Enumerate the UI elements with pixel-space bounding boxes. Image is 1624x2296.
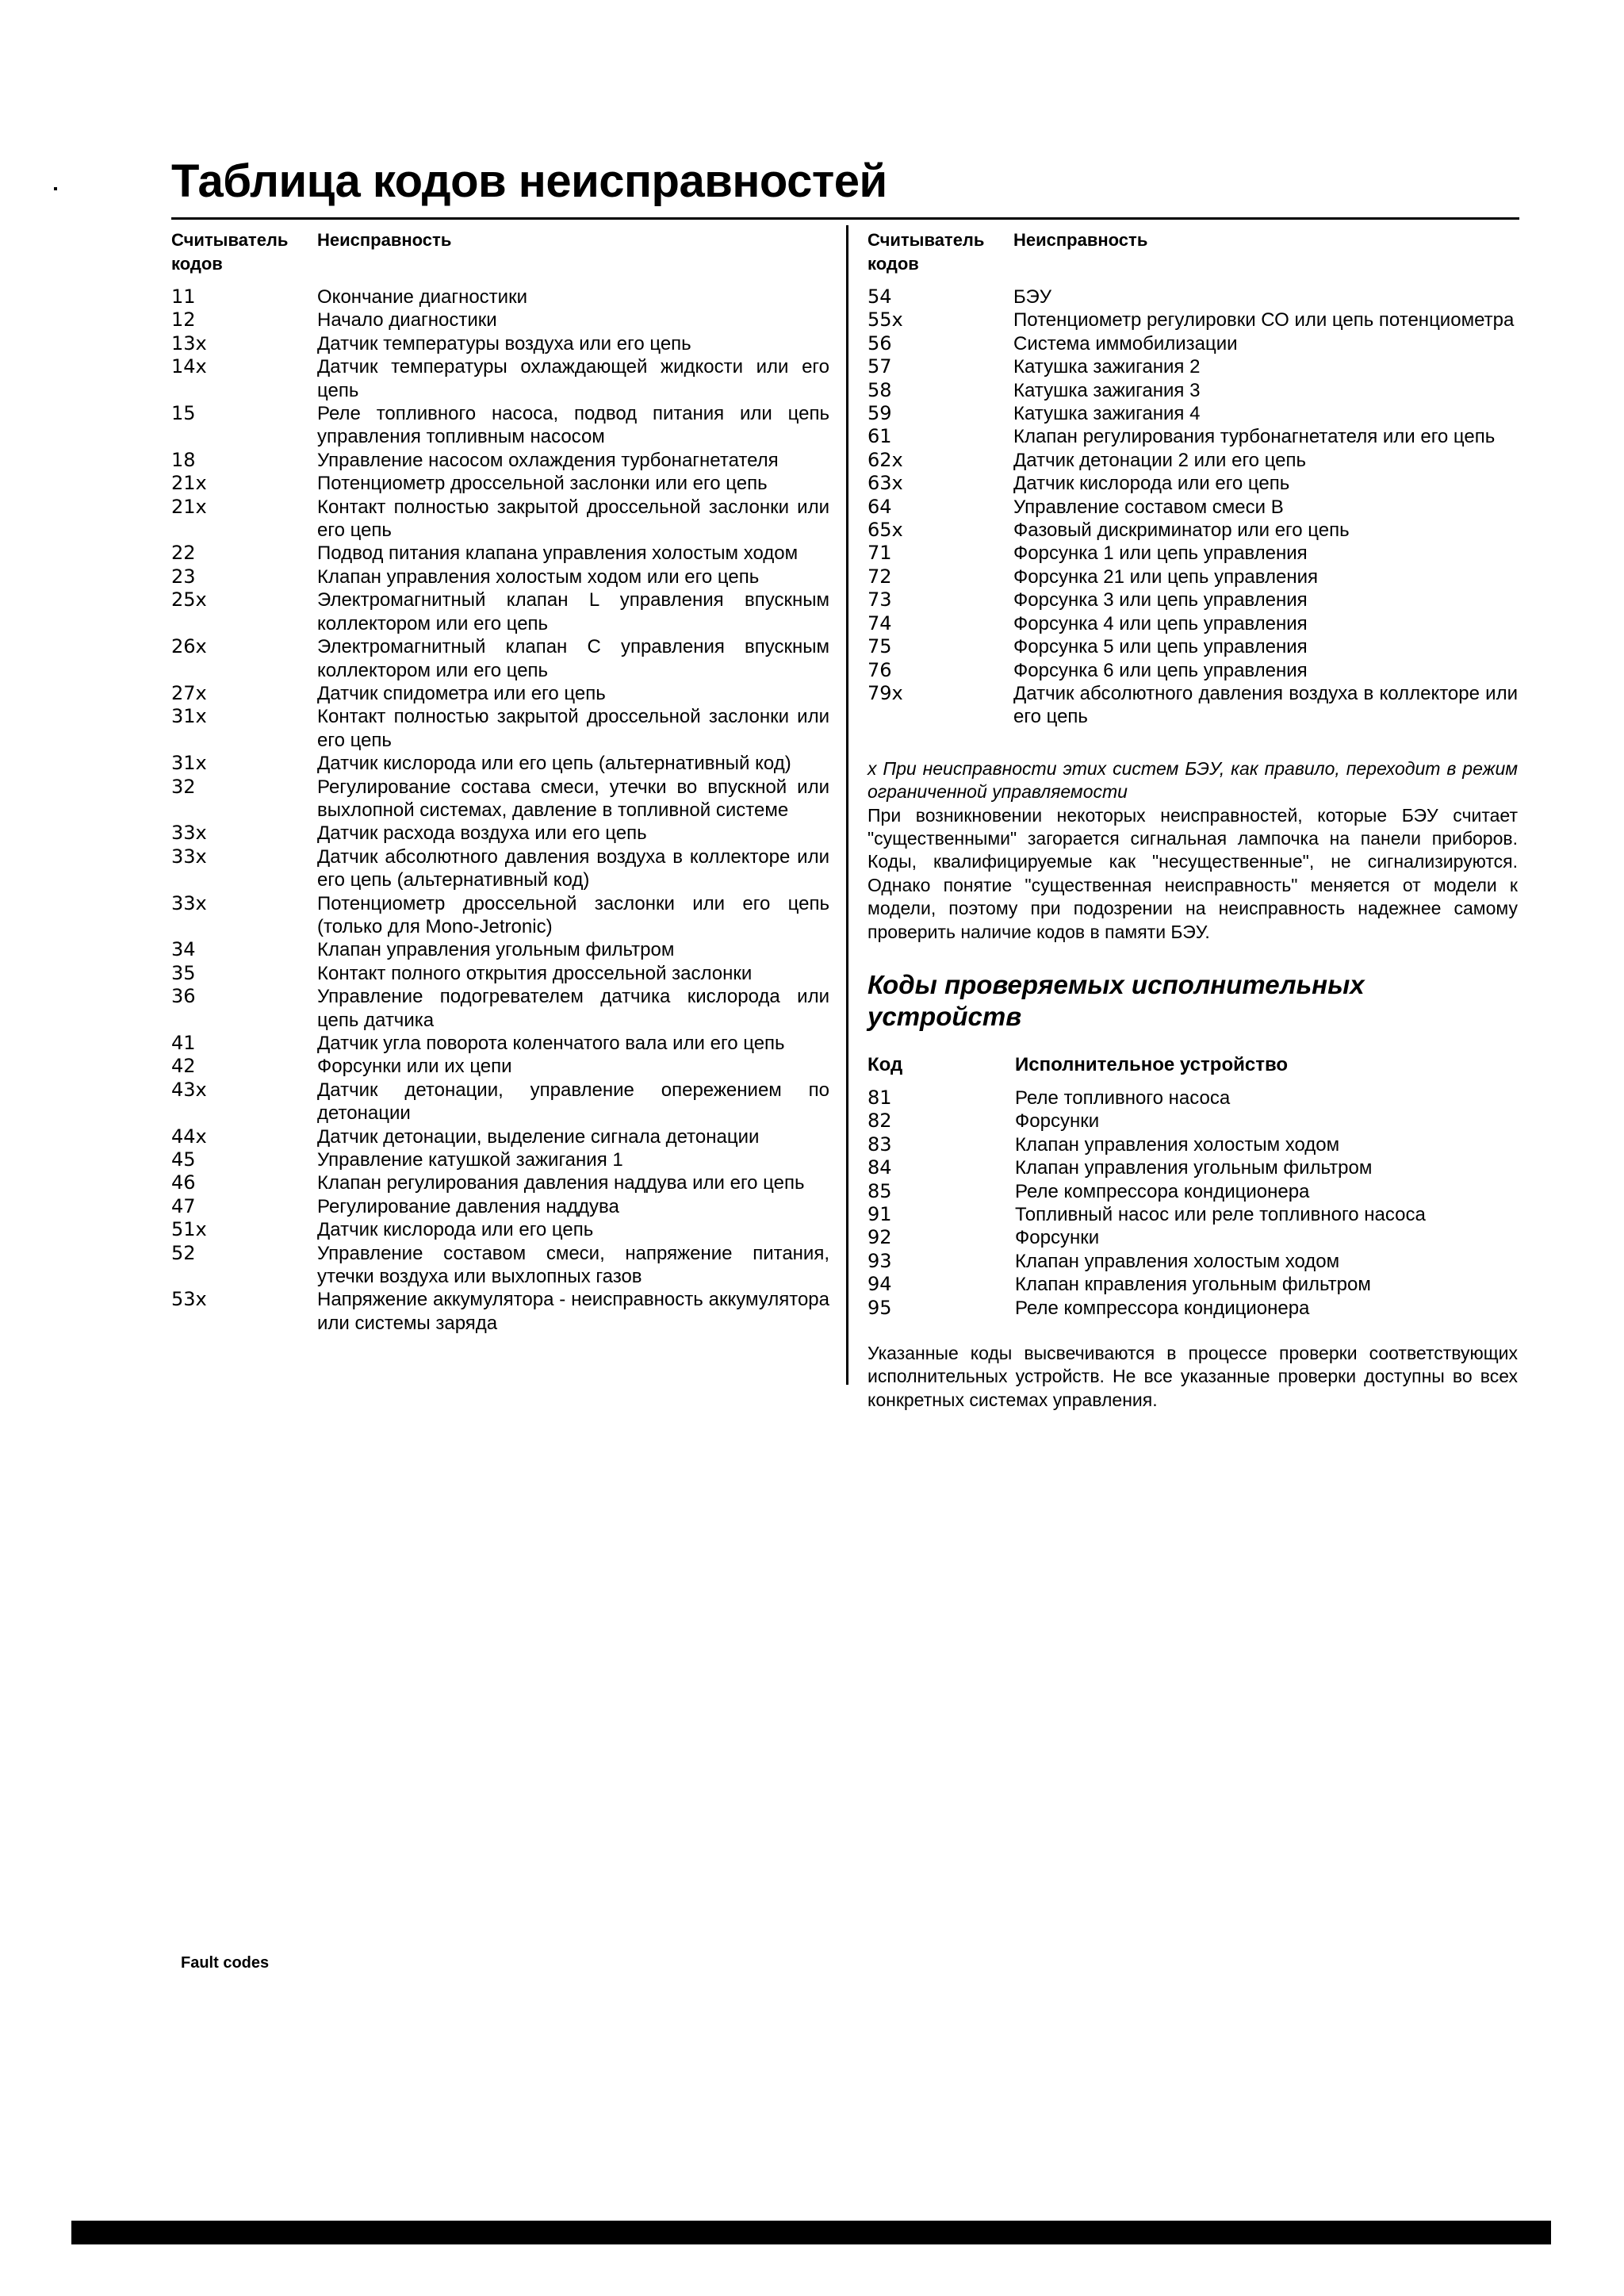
fault-description: Клапан управления холостым ходом или его цепь xyxy=(317,565,760,588)
fault-description: Управление составом смеси, напряжение питания, утечки воздуха или выхлопных газов xyxy=(317,1242,829,1288)
table-row xyxy=(868,309,1518,332)
fault-code: 51x xyxy=(171,1218,207,1241)
header-code-reader: Считыватель кодов xyxy=(171,230,289,274)
table-row xyxy=(171,1148,829,1171)
fault-code: 21x xyxy=(171,472,207,495)
right-fault-list xyxy=(868,286,1518,729)
table-row xyxy=(868,379,1518,402)
table-row xyxy=(868,1180,1518,1203)
fault-description: Регулирование состава смеси, утечки во впускной или выхлопной системах, давление в топливной системе xyxy=(317,776,829,821)
table-row xyxy=(171,472,829,495)
fault-description: Катушка зажигания 3 xyxy=(1013,379,1201,401)
table-row xyxy=(171,355,829,402)
fault-description: Датчик кислорода или его цепь (альтернативный код) xyxy=(317,753,791,775)
fault-code: 31x xyxy=(171,752,207,775)
fault-description: Датчик спидометра или его цепь xyxy=(317,682,606,704)
fault-description: Датчик детонации, выделение сигнала детонации xyxy=(317,1125,760,1148)
fault-description: Управление подогревателем датчика кислорода или цепь датчика xyxy=(317,986,829,1031)
table-row xyxy=(171,588,829,635)
fault-description: БЭУ xyxy=(1013,286,1051,308)
table-row xyxy=(171,309,829,332)
fault-code: 94 xyxy=(868,1273,892,1296)
fault-description: Датчик абсолютного давления воздуха в коллекторе или его цепь (альтернативный код) xyxy=(317,845,829,891)
fault-description: Датчик угла поворота коленчатого вала или его цепь xyxy=(317,1033,785,1054)
fault-code: 33x xyxy=(171,891,207,914)
fault-description: Клапан управления холостым ходом xyxy=(1015,1250,1340,1272)
fault-description: Форсунка 21 или цепь управления xyxy=(1013,565,1318,588)
table-row xyxy=(868,635,1518,658)
table-row xyxy=(171,845,829,892)
fault-description: Датчик детонации, управление опережением по детонации xyxy=(317,1079,829,1125)
table-row xyxy=(171,962,829,985)
table-row xyxy=(868,1226,1518,1249)
fault-description: Клапан управления угольным фильтром xyxy=(1015,1157,1373,1179)
fault-description: Клапан управления угольным фильтром xyxy=(317,939,675,961)
table-row xyxy=(171,542,829,565)
fault-description: Электромагнитный клапан L управления впускным коллектором или его цепь xyxy=(317,589,829,634)
fault-code: 82 xyxy=(868,1110,892,1133)
fault-description: Управление насосом охлаждения турбонагнетателя xyxy=(317,449,779,471)
fault-code: 15 xyxy=(171,402,196,425)
fault-description: Реле топливного насоса, подвод питания или цепь управления топливным насосом xyxy=(317,403,829,448)
fault-code: 14x xyxy=(171,355,207,378)
fault-code: 76 xyxy=(868,658,892,681)
fault-description: Контакт полностью закрытой дроссельной заслонки или его цепь xyxy=(317,706,829,751)
fault-description: Реле компрессора кондиционера xyxy=(1015,1180,1310,1202)
header-actuator: Исполнительное устройство xyxy=(1015,1053,1289,1075)
fault-description: Датчик температуры охлаждающей жидкости или его цепь xyxy=(317,356,829,401)
table-row xyxy=(171,332,829,355)
stray-mark xyxy=(54,187,57,190)
fault-description: Подвод питания клапана управления холостым ходом xyxy=(317,542,799,565)
actuator-table-header xyxy=(868,1053,1518,1077)
fault-code: 91 xyxy=(868,1203,892,1225)
page-footer: Fault codes xyxy=(181,1954,270,1972)
fault-code: 33x xyxy=(171,822,207,845)
left-fault-list xyxy=(171,286,829,1335)
table-row xyxy=(868,519,1518,542)
fault-description: Датчик абсолютного давления воздуха в коллекторе или его цепь xyxy=(1013,682,1518,728)
column-divider xyxy=(846,225,848,1385)
fault-code: 95 xyxy=(868,1296,892,1319)
fault-code: 72 xyxy=(868,565,892,588)
fault-description: Клапан регулирования давления наддува или его цепь xyxy=(317,1172,805,1194)
fault-code: 32 xyxy=(171,775,196,798)
left-table-header xyxy=(171,228,829,276)
fault-code: 54 xyxy=(868,286,892,308)
table-row xyxy=(171,822,829,845)
fault-code: 26x xyxy=(171,635,207,658)
fault-description: Потенциометр регулировки СО или цепь потенциометра xyxy=(1013,309,1515,332)
table-row xyxy=(171,705,829,752)
fault-code: 31x xyxy=(171,705,207,728)
fault-description: Форсунки или их цепи xyxy=(317,1056,512,1078)
fault-code: 21x xyxy=(171,495,207,518)
fault-code: 22 xyxy=(171,542,196,565)
fault-description: Клапан регулирования турбонагнетателя или его цепь xyxy=(1013,426,1496,448)
table-row xyxy=(868,1297,1518,1320)
fault-code: 93 xyxy=(868,1249,892,1272)
fault-description: Датчик температуры воздуха или его цепь xyxy=(317,332,691,355)
fault-code: 84 xyxy=(868,1156,892,1179)
fault-description: Форсунка 4 или цепь управления xyxy=(1013,612,1308,634)
table-row xyxy=(868,542,1518,565)
fault-code: 59 xyxy=(868,402,892,425)
table-row xyxy=(171,402,829,449)
table-row xyxy=(868,496,1518,519)
fault-code: 92 xyxy=(868,1226,892,1249)
fault-code: 79x xyxy=(868,681,903,704)
table-row xyxy=(171,286,829,309)
fault-code: 41 xyxy=(171,1032,196,1054)
fault-code: 83 xyxy=(868,1133,892,1156)
fault-description: Клапан кправления угольным фильтром xyxy=(1015,1274,1371,1296)
fault-code: 74 xyxy=(868,611,892,634)
fault-code: 47 xyxy=(171,1194,196,1217)
table-row xyxy=(171,892,829,939)
header-fault: Неисправность xyxy=(317,230,452,250)
fault-description: Система иммобилизации xyxy=(1013,332,1238,355)
table-row xyxy=(868,332,1518,355)
table-row xyxy=(868,1203,1518,1226)
fault-code: 44x xyxy=(171,1125,207,1148)
table-row xyxy=(868,1110,1518,1133)
warning-lamp-note: При возникновении некоторых неисправностей, которые БЭУ считает "существенными" загорается сигнальная лампочка на панели приборов. Коды, квалифицируемые как "несущественные", не сигнализируются. Однако понятие "существенная неисправность" меняется от модели к модели, поэтому при подозрении на неисправность надежнее самому проверить наличие кодов в памяти БЭУ. xyxy=(868,804,1518,942)
fault-code: 57 xyxy=(868,355,892,378)
table-row xyxy=(868,402,1518,425)
fault-code: 85 xyxy=(868,1179,892,1202)
right-table-header xyxy=(868,228,1518,276)
fault-code: 23 xyxy=(171,565,196,588)
table-row xyxy=(868,1133,1518,1156)
fault-code: 81 xyxy=(868,1086,892,1109)
table-row xyxy=(868,472,1518,495)
table-row xyxy=(868,449,1518,472)
fault-code: 25x xyxy=(171,588,207,611)
table-row xyxy=(171,752,829,775)
fault-description: Катушка зажигания 2 xyxy=(1013,356,1201,378)
fault-code: 34 xyxy=(171,938,196,961)
fault-description: Катушка зажигания 4 xyxy=(1013,403,1201,425)
table-row xyxy=(171,1288,829,1335)
actuator-list xyxy=(868,1087,1518,1320)
table-row xyxy=(171,635,829,682)
fault-code: 63x xyxy=(868,472,903,495)
fault-description: Контакт полностью закрытой дроссельной заслонки или его цепь xyxy=(317,496,829,542)
fault-description: Окончание диагностики xyxy=(317,286,527,308)
fault-description: Управление составом смеси B xyxy=(1013,496,1284,518)
fault-description: Форсунка 5 или цепь управления xyxy=(1013,636,1308,658)
fault-code: 12 xyxy=(171,309,196,332)
table-row xyxy=(868,1273,1518,1296)
footnote-limited-mode: x При неисправности этих систем БЭУ, как правило, переходит в режим ограниченной управляемости xyxy=(868,757,1518,803)
header-code-reader: Считыватель кодов xyxy=(868,230,985,274)
fault-code: 55x xyxy=(868,309,903,332)
fault-code: 56 xyxy=(868,332,892,355)
table-row xyxy=(171,1218,829,1241)
table-row xyxy=(171,496,829,542)
fault-description: Потенциометр дроссельной заслонки или его цепь (только для Mono-Jetronic) xyxy=(317,892,829,937)
fault-code: 45 xyxy=(171,1148,196,1171)
title-rule xyxy=(171,217,1519,220)
table-row xyxy=(171,1079,829,1125)
fault-description: Регулирование давления наддува xyxy=(317,1195,619,1217)
fault-description: Форсунка 1 или цепь управления xyxy=(1013,542,1308,565)
fault-description: Форсунки xyxy=(1015,1110,1100,1133)
table-row xyxy=(171,449,829,472)
bottom-bar xyxy=(71,2221,1551,2244)
table-row xyxy=(171,938,829,961)
fault-description: Реле топливного насоса xyxy=(1015,1087,1231,1109)
fault-description: Форсунка 6 или цепь управления xyxy=(1013,659,1308,681)
fault-description: Датчик кислорода или его цепь xyxy=(1013,473,1290,495)
fault-code: 33x xyxy=(171,845,207,868)
fault-description: Топливный насос или реле топливного насоса xyxy=(1015,1204,1426,1225)
fault-code: 18 xyxy=(171,448,196,471)
fault-code: 11 xyxy=(171,286,196,308)
fault-description: Датчик детонации 2 или его цепь xyxy=(1013,449,1307,471)
closing-note: Указанные коды высвечиваются в процессе проверки соответствующих исполнительных устройств. Не все указанные проверки доступны во всех конкретных системах управления. xyxy=(868,1343,1518,1410)
table-row xyxy=(868,588,1518,611)
table-row xyxy=(868,565,1518,588)
fault-code: 52 xyxy=(171,1241,196,1264)
fault-description: Напряжение аккумулятора - неисправность аккумулятора или системы заряда xyxy=(317,1289,829,1334)
header-fault: Неисправность xyxy=(1013,230,1148,250)
table-row xyxy=(868,1250,1518,1273)
fault-code: 71 xyxy=(868,542,892,565)
fault-code: 36 xyxy=(171,985,196,1008)
fault-code: 13x xyxy=(171,332,207,355)
table-row xyxy=(171,1032,829,1055)
fault-code: 65x xyxy=(868,519,903,542)
table-row xyxy=(868,612,1518,635)
fault-code: 42 xyxy=(171,1055,196,1078)
fault-code: 64 xyxy=(868,495,892,518)
table-row xyxy=(171,776,829,822)
fault-description: Форсунки xyxy=(1015,1227,1100,1249)
fault-code: 58 xyxy=(868,378,892,401)
fault-code: 35 xyxy=(171,961,196,984)
fault-code: 43x xyxy=(171,1078,207,1101)
table-row xyxy=(171,1242,829,1289)
left-column xyxy=(171,228,829,1335)
table-row xyxy=(868,355,1518,378)
table-row xyxy=(171,1055,829,1078)
table-row xyxy=(171,682,829,705)
table-row xyxy=(868,682,1518,729)
header-code: Код xyxy=(868,1053,903,1075)
table-row xyxy=(171,1171,829,1194)
fault-description: Клапан управления холостым ходом xyxy=(1015,1133,1340,1156)
table-row xyxy=(171,1195,829,1218)
table-row xyxy=(868,286,1518,309)
actuator-section-title: Коды проверяемых исполнительных устройств xyxy=(868,969,1365,1031)
table-row xyxy=(868,1156,1518,1179)
fault-description: Реле компрессора кондиционера xyxy=(1015,1297,1310,1319)
fault-code: 61 xyxy=(868,425,892,448)
table-row xyxy=(868,659,1518,682)
fault-code: 62x xyxy=(868,448,903,471)
table-row xyxy=(171,1125,829,1148)
right-column xyxy=(868,228,1518,1412)
fault-description: Контакт полного открытия дроссельной заслонки xyxy=(317,962,753,984)
page-title: Таблица кодов неисправностей xyxy=(171,155,887,207)
table-row xyxy=(171,985,829,1032)
fault-description: Фазовый дискриминатор или его цепь xyxy=(1013,519,1350,542)
fault-description: Начало диагностики xyxy=(317,309,497,332)
fault-code: 46 xyxy=(171,1171,196,1194)
fault-description: Датчик расхода воздуха или его цепь xyxy=(317,822,647,845)
fault-description: Управление катушкой зажигания 1 xyxy=(317,1149,623,1171)
fault-description: Форсунка 3 или цепь управления xyxy=(1013,589,1308,611)
table-row xyxy=(171,565,829,588)
table-row xyxy=(868,1087,1518,1110)
fault-description: Потенциометр дроссельной заслонки или его цепь xyxy=(317,473,768,495)
fault-code: 53x xyxy=(171,1288,207,1311)
fault-code: 75 xyxy=(868,635,892,658)
fault-code: 27x xyxy=(171,681,207,704)
fault-description: Датчик кислорода или его цепь xyxy=(317,1219,594,1241)
table-row xyxy=(868,425,1518,448)
fault-code: 73 xyxy=(868,588,892,611)
fault-description: Электромагнитный клапан C управления впускным коллектором или его цепь xyxy=(317,636,829,681)
